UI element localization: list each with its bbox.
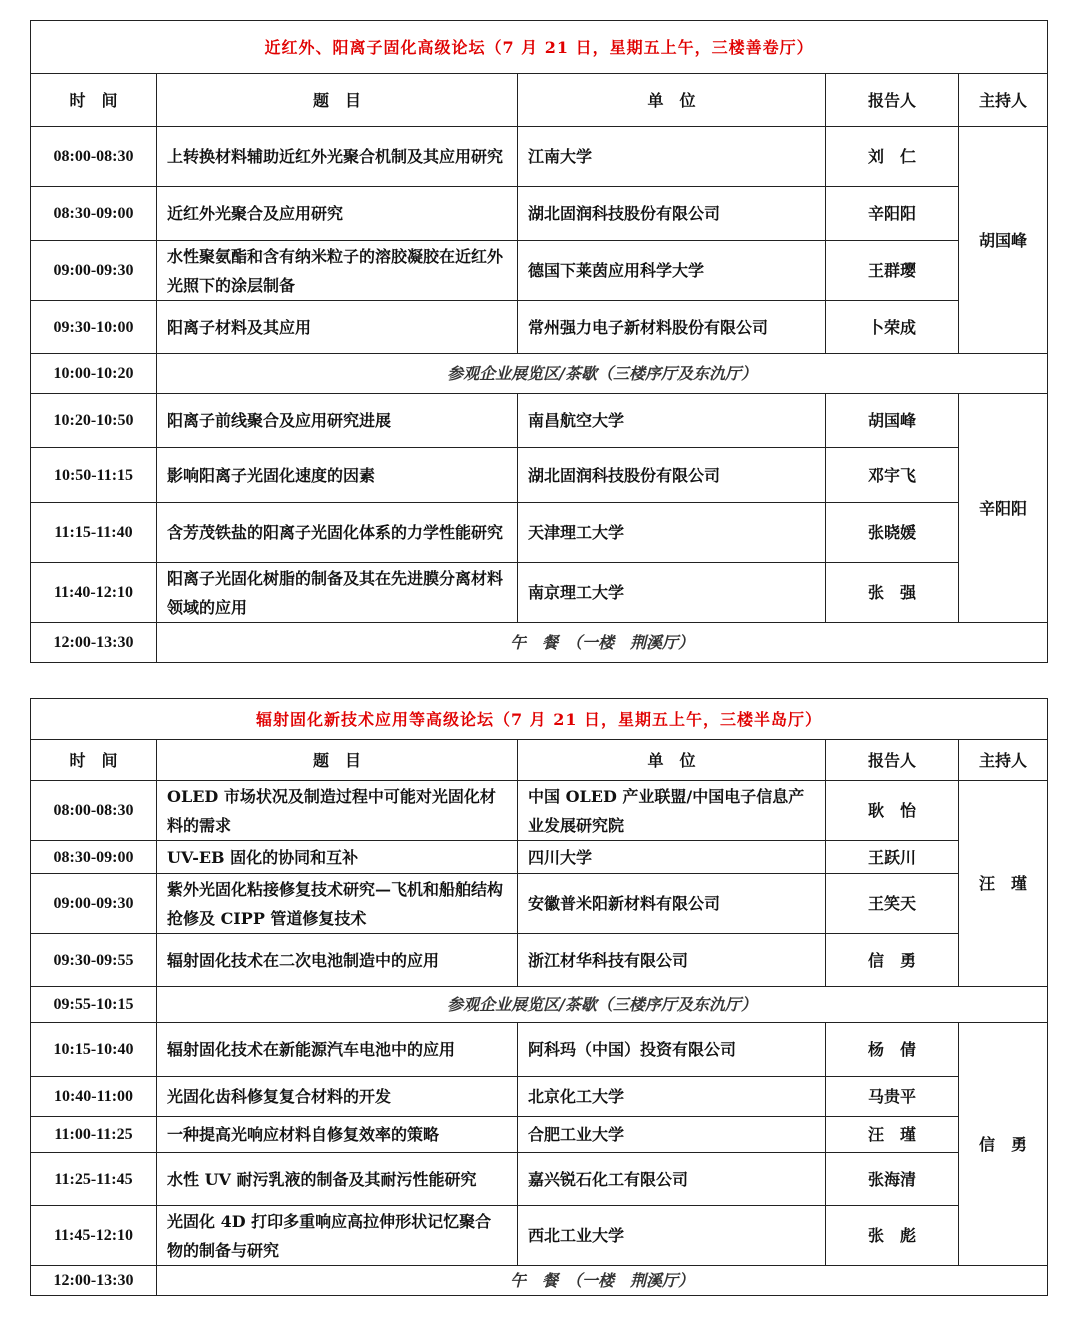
break-row bbox=[31, 987, 1048, 1023]
lunch-row bbox=[31, 623, 1048, 663]
break-time: 09:55-10:15 bbox=[31, 987, 157, 1023]
table-row bbox=[31, 301, 1048, 354]
row-speaker: 刘 仁 bbox=[826, 127, 959, 187]
row-unit: 天津理工大学 bbox=[518, 503, 826, 563]
table-row bbox=[31, 1023, 1048, 1077]
forum-title: 辐射固化新技术应用等高级论坛（7 月 21 日，星期五上午，三楼半岛厅） bbox=[31, 699, 1048, 740]
row-topic: 阳离子前线聚合及应用研究进展 bbox=[157, 394, 518, 448]
row-topic: 一种提高光响应材料自修复效率的策略 bbox=[157, 1117, 518, 1153]
header-host: 主持人 bbox=[959, 740, 1048, 781]
break-time: 10:00-10:20 bbox=[31, 354, 157, 394]
header-time: 时 间 bbox=[31, 740, 157, 781]
header-speaker: 报告人 bbox=[826, 74, 959, 127]
row-topic: 光固化齿科修复复合材料的开发 bbox=[157, 1077, 518, 1117]
lunch-row bbox=[31, 1266, 1048, 1296]
row-topic: 近红外光聚合及应用研究 bbox=[157, 187, 518, 241]
row-unit: 湖北固润科技股份有限公司 bbox=[518, 448, 826, 503]
row-topic: 辐射固化技术在二次电池制造中的应用 bbox=[157, 934, 518, 987]
row-topic: 含芳茂铁盐的阳离子光固化体系的力学性能研究 bbox=[157, 503, 518, 563]
row-unit: 阿科玛（中国）投资有限公司 bbox=[518, 1023, 826, 1077]
forum-table-2 bbox=[30, 698, 1048, 1296]
header-unit: 单 位 bbox=[518, 740, 826, 781]
row-speaker: 张 彪 bbox=[826, 1206, 959, 1266]
table-row bbox=[31, 1117, 1048, 1153]
lunch-time: 12:00-13:30 bbox=[31, 1266, 157, 1296]
row-speaker: 张海清 bbox=[826, 1153, 959, 1206]
row-time: 09:00-09:30 bbox=[31, 241, 157, 301]
row-speaker: 王群璎 bbox=[826, 241, 959, 301]
table-row bbox=[31, 563, 1048, 623]
row-topic: 光固化 4D 打印多重响应高拉伸形状记忆聚合物的制备与研究 bbox=[157, 1206, 518, 1266]
row-time: 11:45-12:10 bbox=[31, 1206, 157, 1266]
row-time: 09:30-10:00 bbox=[31, 301, 157, 354]
table-row bbox=[31, 781, 1048, 841]
table-row bbox=[31, 187, 1048, 241]
header-topic: 题 目 bbox=[157, 740, 518, 781]
header-unit: 单 位 bbox=[518, 74, 826, 127]
row-speaker: 耿 怡 bbox=[826, 781, 959, 841]
row-time: 09:00-09:30 bbox=[31, 874, 157, 934]
row-topic: 水性聚氨酯和含有纳米粒子的溶胶凝胶在近红外光照下的涂层制备 bbox=[157, 241, 518, 301]
row-time: 10:20-10:50 bbox=[31, 394, 157, 448]
row-unit: 浙江材华科技有限公司 bbox=[518, 934, 826, 987]
row-speaker: 杨 倩 bbox=[826, 1023, 959, 1077]
table-row bbox=[31, 127, 1048, 187]
forum-title: 近红外、阳离子固化高级论坛（7 月 21 日，星期五上午，三楼善卷厅） bbox=[31, 21, 1048, 74]
row-unit: 安徽普米阳新材料有限公司 bbox=[518, 874, 826, 934]
row-time: 08:00-08:30 bbox=[31, 781, 157, 841]
row-unit: 嘉兴锐石化工有限公司 bbox=[518, 1153, 826, 1206]
row-unit: 南昌航空大学 bbox=[518, 394, 826, 448]
row-speaker: 信 勇 bbox=[826, 934, 959, 987]
row-unit: 中国 OLED 产业联盟/中国电子信息产业发展研究院 bbox=[518, 781, 826, 841]
row-speaker: 胡国峰 bbox=[826, 394, 959, 448]
row-unit: 德国下莱茵应用科学大学 bbox=[518, 241, 826, 301]
row-time: 10:15-10:40 bbox=[31, 1023, 157, 1077]
lunch-text: 午 餐 （一楼 荆溪厅） bbox=[157, 623, 1048, 663]
row-time: 11:00-11:25 bbox=[31, 1117, 157, 1153]
lunch-time: 12:00-13:30 bbox=[31, 623, 157, 663]
table-row bbox=[31, 874, 1048, 934]
row-unit: 江南大学 bbox=[518, 127, 826, 187]
lunch-text: 午 餐 （一楼 荆溪厅） bbox=[157, 1266, 1048, 1296]
table-row bbox=[31, 394, 1048, 448]
session-host: 辛阳阳 bbox=[959, 394, 1048, 623]
table-row bbox=[31, 841, 1048, 874]
row-time: 11:40-12:10 bbox=[31, 563, 157, 623]
row-unit: 合肥工业大学 bbox=[518, 1117, 826, 1153]
table-row bbox=[31, 503, 1048, 563]
break-row bbox=[31, 354, 1048, 394]
table-row bbox=[31, 448, 1048, 503]
row-time: 11:25-11:45 bbox=[31, 1153, 157, 1206]
row-unit: 常州强力电子新材料股份有限公司 bbox=[518, 301, 826, 354]
row-unit: 北京化工大学 bbox=[518, 1077, 826, 1117]
row-time: 11:15-11:40 bbox=[31, 503, 157, 563]
session-host: 信 勇 bbox=[959, 1023, 1048, 1266]
row-time: 08:00-08:30 bbox=[31, 127, 157, 187]
row-time: 08:30-09:00 bbox=[31, 187, 157, 241]
break-text: 参观企业展览区/茶歇（三楼序厅及东氿厅） bbox=[157, 987, 1048, 1023]
table-row bbox=[31, 1206, 1048, 1266]
row-speaker: 汪 瑾 bbox=[826, 1117, 959, 1153]
row-speaker: 邓宇飞 bbox=[826, 448, 959, 503]
table-row bbox=[31, 241, 1048, 301]
row-unit: 南京理工大学 bbox=[518, 563, 826, 623]
header-topic: 题 目 bbox=[157, 74, 518, 127]
forum-table-1 bbox=[30, 20, 1048, 663]
row-unit: 四川大学 bbox=[518, 841, 826, 874]
header-speaker: 报告人 bbox=[826, 740, 959, 781]
session-host: 汪 瑾 bbox=[959, 781, 1048, 987]
row-speaker: 马贵平 bbox=[826, 1077, 959, 1117]
row-topic: 水性 UV 耐污乳液的制备及其耐污性能研究 bbox=[157, 1153, 518, 1206]
row-time: 10:50-11:15 bbox=[31, 448, 157, 503]
row-topic: 上转换材料辅助近红外光聚合机制及其应用研究 bbox=[157, 127, 518, 187]
table-row bbox=[31, 1077, 1048, 1117]
row-speaker: 卜荣成 bbox=[826, 301, 959, 354]
header-time: 时 间 bbox=[31, 74, 157, 127]
row-speaker: 张晓媛 bbox=[826, 503, 959, 563]
row-topic: 阳离子光固化树脂的制备及其在先进膜分离材料领域的应用 bbox=[157, 563, 518, 623]
row-speaker: 王跃川 bbox=[826, 841, 959, 874]
row-unit: 西北工业大学 bbox=[518, 1206, 826, 1266]
row-topic: UV-EB 固化的协同和互补 bbox=[157, 841, 518, 874]
table-row bbox=[31, 934, 1048, 987]
row-unit: 湖北固润科技股份有限公司 bbox=[518, 187, 826, 241]
header-host: 主持人 bbox=[959, 74, 1048, 127]
row-speaker: 张 强 bbox=[826, 563, 959, 623]
session-host: 胡国峰 bbox=[959, 127, 1048, 354]
row-topic: 影响阳离子光固化速度的因素 bbox=[157, 448, 518, 503]
row-time: 08:30-09:00 bbox=[31, 841, 157, 874]
row-speaker: 王笑天 bbox=[826, 874, 959, 934]
row-topic: 紫外光固化粘接修复技术研究—飞机和船舶结构抢修及 CIPP 管道修复技术 bbox=[157, 874, 518, 934]
row-speaker: 辛阳阳 bbox=[826, 187, 959, 241]
row-topic: 阳离子材料及其应用 bbox=[157, 301, 518, 354]
row-time: 10:40-11:00 bbox=[31, 1077, 157, 1117]
row-time: 09:30-09:55 bbox=[31, 934, 157, 987]
break-text: 参观企业展览区/茶歇（三楼序厅及东氿厅） bbox=[157, 354, 1048, 394]
row-topic: OLED 市场状况及制造过程中可能对光固化材料的需求 bbox=[157, 781, 518, 841]
table-row bbox=[31, 1153, 1048, 1206]
row-topic: 辐射固化技术在新能源汽车电池中的应用 bbox=[157, 1023, 518, 1077]
